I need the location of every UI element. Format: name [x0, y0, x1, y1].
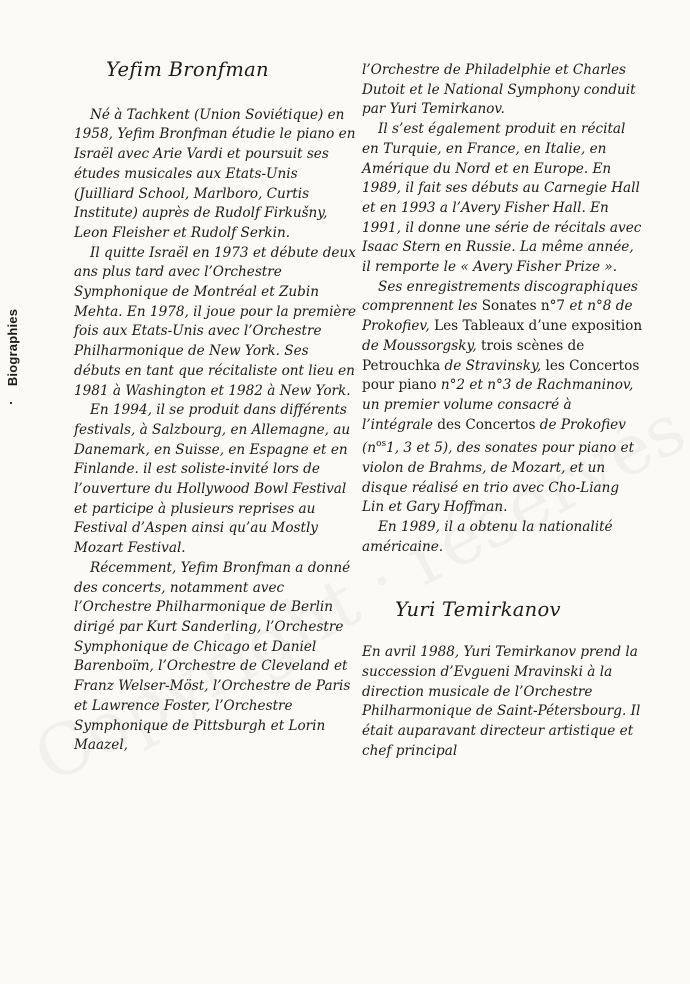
p6-a: Ses enregistrements discographiques comprennent les: [362, 278, 638, 315]
p6-f: trois scènes de Petrouchka: [362, 337, 585, 374]
p6-i: n°2 et n°3 de Rachmaninov, un premier volume consacré à l’intégrale: [362, 377, 634, 433]
bronfman-title: Yefim Bronfman: [106, 58, 269, 81]
p6-h: les Concertos pour piano: [362, 357, 640, 394]
section-label: Biographies: [5, 308, 21, 387]
p6-e: de Moussorgsky,: [362, 337, 481, 354]
p6-j: des Concertos: [437, 416, 536, 433]
bronfman-paragraph-5: Il s’est également produit en récital en Turquie, en France, en Italie, en Amérique du Nord et en Europe. En 1989, il fait ses débuts au Carnegie Hall et en 1993 a l’Avery Fisher Hall. En 1991, il donne une série de récitals avec Isaac Stern en Russie. La même année, il remporte le « Avery Fisher Prize ».: [362, 121, 642, 276]
bronfman-paragraph-1: Né à Tachkent (Union Soviétique) en 1958, Yefim Bronfman étudie le piano en Israël avec Arie Vardi et poursuit ses études musicales aux Etats-Unis (Juilliard School, Marlboro, Curtis Institute) auprès de Rudolf Firkušny, Leon Fleisher et Rudolf Serkin.: [74, 106, 356, 241]
divider-mark: [10, 402, 12, 404]
bronfman-paragraph-4: Récemment, Yefim Bronfman a donné des concerts, notamment avec l’Orchestre Philharmonique de Berlin dirigé par Kurt Sanderling, l’Orchestre Symphonique de Chicago et Daniel Barenboïm, l’Orchestre de Cleveland et Franz Welser-Möst, l’Orchestre de Paris et Lawrence Foster, l’Orchestre Symphonique de Pittsburgh et Lorin Maazel,: [74, 559, 351, 754]
p6-c: et n°8 de Prokofiev,: [362, 298, 633, 335]
left-column: [74, 60, 356, 756]
p6-k: de Prokofiev (n: [362, 416, 626, 457]
p6-g: de Stravinsky,: [440, 357, 546, 374]
bronfman-paragraph-6: [362, 278, 644, 518]
bronfman-paragraph-3: En 1994, il se produit dans différents festivals, à Salzbourg, en Allemagne, au Danemark, en Suisse, en Espagne et en Finlande. il est soliste-invité lors de l’ouverture du Hollywood Bowl Festival et participe à plusieurs reprises au Festival d’Aspen ainsi qu’au Mostly Mozart Festival.: [74, 402, 351, 557]
bronfman-paragraph-7: En 1989, il a obtenu la nationalité américaine.: [362, 519, 613, 555]
bronfman-paragraph-4-continued: l’Orchestre de Philadelphie et Charles Dutoit et le National Symphony conduit par Yuri Temirkanov.: [362, 62, 636, 118]
temirkanov-title: Yuri Temirkanov: [395, 597, 561, 621]
right-column: [362, 61, 644, 762]
p6-b: Sonates n°7: [481, 298, 566, 315]
p6-d: Les Tableaux d’une exposition: [434, 318, 643, 335]
p6-l: 1, 3 et 5), des sonates pour piano et violon de Brahms, de Mozart, et un disque réalisé en trio avec Cho-Liang Lin et Gary Hoffman.: [362, 440, 635, 516]
p6-superscript: os: [376, 439, 387, 450]
temirkanov-paragraph-1: En avril 1988, Yuri Temirkanov prend la succession d’Evgueni Mravinski à la direction musicale de l’Orchestre Philharmonique de Saint-Pétersbourg. Il était auparavant directeur artistique et chef principal: [362, 644, 641, 759]
bronfman-paragraph-2: Il quitte Israël en 1973 et débute deux ans plus tard avec l’Orchestre Symphonique de Montréal et Zubin Mehta. En 1978, il joue pour la première fois aux Etats-Unis avec l’Orchestre Philharmonique de New York. Ses débuts en tant que récitaliste ont lieu en 1981 à Washington et 1982 à New York.: [74, 244, 357, 399]
